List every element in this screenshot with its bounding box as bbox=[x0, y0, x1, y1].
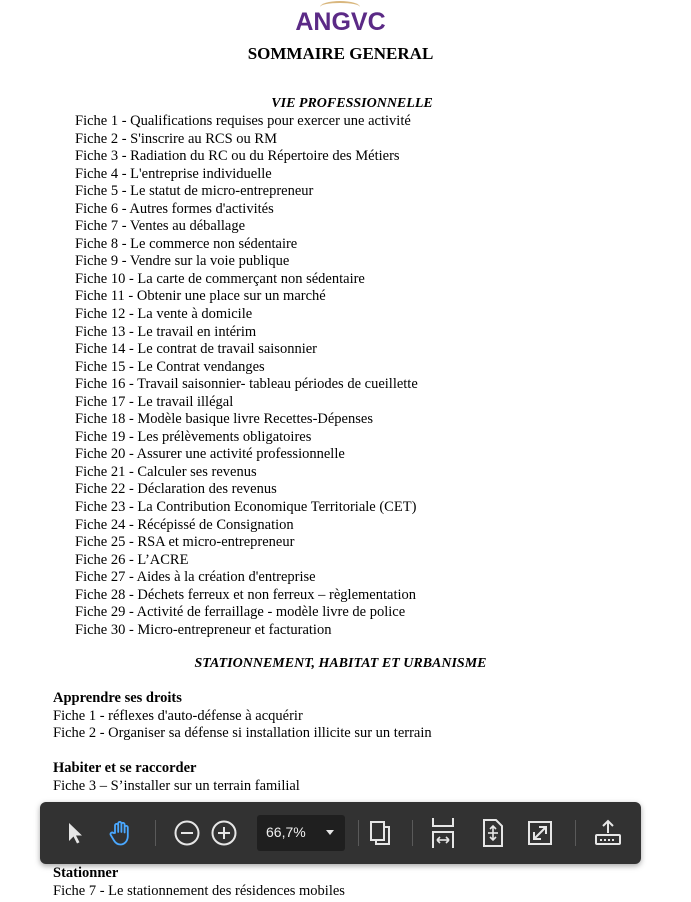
fullscreen-button[interactable] bbox=[522, 815, 558, 851]
list-item: Fiche 8 - Le commerce non sédentaire bbox=[75, 235, 298, 252]
list-item: Fiche 2 - Organiser sa défense si installation illicite sur un terrain bbox=[53, 725, 432, 741]
fit-width-button[interactable] bbox=[425, 815, 461, 851]
list-item: Fiche 16 - Travail saisonnier- tableau périodes de cueillette bbox=[75, 376, 418, 393]
list-item: Fiche 18 - Modèle basique livre Recettes-Dépenses bbox=[75, 411, 373, 428]
list-item: Fiche 4 - L'entreprise individuelle bbox=[75, 165, 272, 182]
list-item: Fiche 7 - Ventes au déballage bbox=[75, 218, 246, 235]
zoom-in-button[interactable] bbox=[206, 815, 242, 851]
pdf-viewer-toolbar bbox=[40, 802, 641, 864]
fit-page-button[interactable] bbox=[475, 815, 511, 851]
list-item: Fiche 1 - Qualifications requises pour exercer une activité bbox=[75, 113, 411, 129]
list-item: Fiche 3 – S’installer sur un terrain familial bbox=[53, 777, 300, 794]
expand-icon bbox=[526, 819, 554, 847]
zoom-out-button[interactable] bbox=[169, 815, 205, 851]
download-icon bbox=[593, 818, 623, 848]
download-button[interactable] bbox=[590, 815, 626, 851]
hand-pan-icon bbox=[106, 818, 136, 848]
list-item: Fiche 6 - Autres formes d'activités bbox=[75, 200, 274, 217]
group-stationner bbox=[53, 865, 345, 900]
list-item: Fiche 26 - L’ACRE bbox=[75, 551, 189, 568]
group-heading: Apprendre ses droits bbox=[53, 690, 182, 706]
list-item: Fiche 12 - La vente à domicile bbox=[75, 306, 253, 323]
list-item: Fiche 27 - Aides à la création d'entreprise bbox=[75, 569, 316, 586]
list-item: Fiche 24 - Récépissé de Consignation bbox=[75, 516, 294, 533]
list-item: Fiche 10 - La carte de commerçant non sédentaire bbox=[75, 270, 365, 287]
page-view-button[interactable] bbox=[362, 815, 398, 851]
angvc-logo bbox=[0, 8, 681, 37]
list-item: Fiche 14 - Le contrat de travail saisonnier bbox=[75, 341, 317, 358]
list-item: Fiche 7 - Le stationnement des résidences mobiles bbox=[53, 882, 345, 899]
list-item: Fiche 13 - Le travail en intérim bbox=[75, 323, 257, 340]
fit-page-icon bbox=[480, 818, 506, 848]
chevron-down-icon bbox=[325, 829, 335, 836]
logo-roof-decoration bbox=[320, 1, 360, 13]
list-item: Fiche 28 - Déchets ferreux et non ferreux – règlementation bbox=[75, 586, 417, 603]
group-habiter-se-raccorder bbox=[53, 760, 300, 795]
select-tool-button[interactable] bbox=[57, 815, 93, 851]
list-item: Fiche 30 - Micro-entrepreneur et facturation bbox=[75, 621, 332, 638]
list-item: Fiche 25 - RSA et micro-entrepreneur bbox=[75, 534, 295, 551]
list-item: Fiche 19 - Les prélèvements obligatoires bbox=[75, 428, 312, 445]
zoom-level-select[interactable] bbox=[257, 815, 345, 851]
list-item: Fiche 20 - Assurer une activité professionnelle bbox=[75, 446, 345, 463]
fit-width-icon bbox=[429, 816, 457, 850]
section-title-vie-professionnelle: VIE PROFESSIONNELLE bbox=[271, 96, 433, 111]
section-title-stationnement: STATIONNEMENT, HABITAT ET URBANISME bbox=[194, 656, 487, 671]
toolbar-separator bbox=[358, 820, 359, 846]
list-item: Fiche 1 - réflexes d'auto-défense à acquérir bbox=[53, 707, 303, 724]
select-arrow-icon bbox=[64, 821, 86, 845]
list-item: Fiche 5 - Le statut de micro-entrepreneur bbox=[75, 183, 314, 200]
list-item: Fiche 11 - Obtenir une place sur un marché bbox=[75, 288, 326, 305]
list-item: Fiche 29 - Activité de ferraillage - modèle livre de police bbox=[75, 604, 406, 621]
list-item: Fiche 23 - La Contribution Economique Territoriale (CET) bbox=[75, 499, 417, 516]
zoom-in-icon bbox=[210, 819, 238, 847]
page-view-icon bbox=[367, 819, 393, 847]
group-heading: Habiter et se raccorder bbox=[53, 760, 197, 776]
zoom-level-value: 66,7% bbox=[266, 824, 306, 840]
list-item: Fiche 9 - Vendre sur la voie publique bbox=[75, 253, 290, 270]
toolbar-separator bbox=[155, 820, 156, 846]
section1-list bbox=[75, 113, 418, 639]
hand-tool-button[interactable] bbox=[103, 815, 139, 851]
group-apprendre-ses-droits bbox=[53, 690, 432, 743]
toolbar-separator bbox=[412, 820, 413, 846]
logo-text: ANGVC bbox=[295, 8, 386, 36]
document-title: SOMMAIRE GENERAL bbox=[247, 44, 434, 63]
zoom-out-icon bbox=[173, 819, 201, 847]
list-item: Fiche 21 - Calculer ses revenus bbox=[75, 463, 257, 480]
list-item: Fiche 17 - Le travail illégal bbox=[75, 393, 234, 410]
list-item: Fiche 3 - Radiation du RC ou du Répertoire des Métiers bbox=[75, 148, 400, 165]
list-item: Fiche 22 - Déclaration des revenus bbox=[75, 481, 277, 498]
list-item: Fiche 2 - S'inscrire au RCS ou RM bbox=[75, 130, 277, 147]
group-heading: Stationner bbox=[53, 865, 119, 881]
list-item: Fiche 15 - Le Contrat vendanges bbox=[75, 358, 265, 375]
toolbar-separator bbox=[575, 820, 576, 846]
